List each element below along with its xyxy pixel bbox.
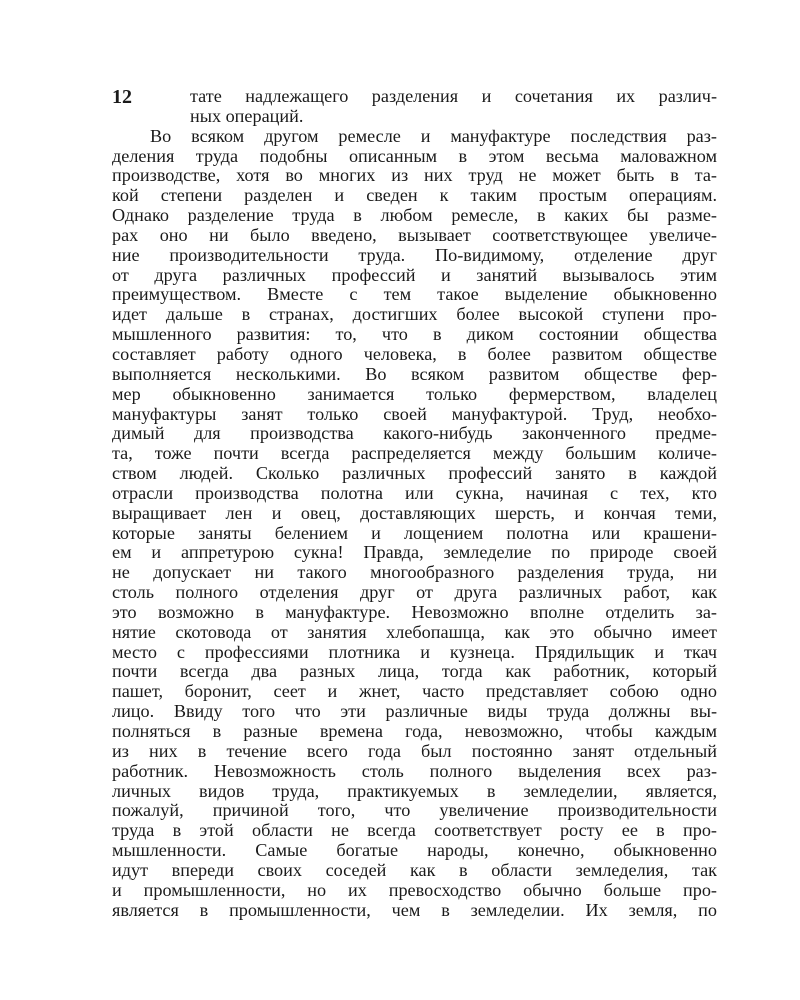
text-line: деления труда подобны описанным в этом весьма маловажном [112, 146, 717, 166]
text-line: мануфактуры занят только своей мануфактурой. Труд, необхо- [112, 404, 717, 424]
text-line: это возможно в мануфактуре. Невозможно вполне отделить за- [112, 602, 717, 622]
text-line: от друга различных профессий и занятий вызывалось этим [112, 265, 717, 285]
text-line: Во всяком другом ремесле и мануфактуре последствия раз- [150, 126, 717, 146]
text-line: лицо. Ввиду того что эти различные виды труда должны вы- [112, 702, 717, 722]
text-line: рах оно ни было введено, вызывает соответствующее увеличе- [112, 225, 717, 245]
text-line: мер обыкновенно занимается только фермерством, владелец [112, 384, 717, 404]
text-line: которые заняты белением и лощением полотна или крашени- [112, 523, 717, 543]
text-line: ем и аппретурою сукна! Правда, земледелие по природе своей [112, 543, 717, 563]
text-line: пашет, боронит, сеет и жнет, часто представляет собою одно [112, 682, 717, 702]
text-line: и промышленности, но их превосходство обычно больше про- [112, 880, 717, 900]
text-line: работник. Невозможность столь полного выделения всех раз- [112, 761, 717, 781]
text-line: преимуществом. Вместе с тем такое выделение обыкновенно [112, 285, 717, 305]
text-line: не допускает ни такого многообразного разделения труда, ни [112, 563, 717, 583]
text-line: составляет работу одного человека, в более развитом обществе [112, 344, 717, 364]
text-line: столь полного отделения друг от друга различных работ, как [112, 583, 717, 603]
text-line: мышленного развития: то, что в диком состоянии общества [112, 325, 717, 345]
text-line: является в промышленности, чем в земледелии. Их земля, по [112, 900, 717, 920]
text-line: пожалуй, причиной того, что увеличение производительности [112, 801, 717, 821]
text-line: ством людей. Сколько различных профессий занято в каждой [112, 464, 717, 484]
text-line: идут впереди своих соседей как в области земледелия, так [112, 860, 717, 880]
text-line: отрасли производства полотна или сукна, начиная с тех, кто [112, 483, 717, 503]
text-line: ние производительности труда. По-видимому, отделение друг [112, 245, 717, 265]
text-line: труда в этой области не всегда соответствует росту ее в про- [112, 821, 717, 841]
text-line: идет дальше в странах, достигших более высокой ступени про- [112, 305, 717, 325]
text-line: выполняется несколькими. Во всяком развитом обществе фер- [112, 364, 717, 384]
text-line: мышленности. Самые богатые народы, конечно, обыкновенно [112, 841, 717, 861]
page-number: 12 [112, 86, 132, 108]
text-line: почти всегда два разных лица, тогда как работник, который [112, 662, 717, 682]
text-line: выращивает лен и овец, доставляющих шерсть, и кончая теми, [112, 503, 717, 523]
text-line: та, тоже почти всегда распределяется между большим количе- [112, 444, 717, 464]
body-text [112, 87, 717, 920]
text-line: нятие скотовода от занятия хлебопашца, как это обычно имеет [112, 622, 717, 642]
text-line: кой степени разделен и сведен к таким простым операциям. [112, 186, 717, 206]
text-line: Однако разделение труда в любом ремесле, в каких бы разме- [112, 206, 717, 226]
text-line: место с профессиями плотника и кузнеца. Прядильщик и ткач [112, 642, 717, 662]
text-line: из них в течение всего года был постоянно занят отдельный [112, 741, 717, 761]
text-line: полняться в разные времена года, невозможно, чтобы каждым [112, 722, 717, 741]
text-line: производстве, хотя во многих из них труд не может быть в та- [112, 166, 717, 186]
text-line: ных операций. [190, 106, 304, 126]
text-line: тате надлежащего разделения и сочетания их различ- [190, 87, 717, 106]
text-line: димый для производства какого-нибудь законченного предме- [112, 424, 717, 444]
text-line: личных видов труда, практикуемых в земледелии, является, [112, 781, 717, 801]
